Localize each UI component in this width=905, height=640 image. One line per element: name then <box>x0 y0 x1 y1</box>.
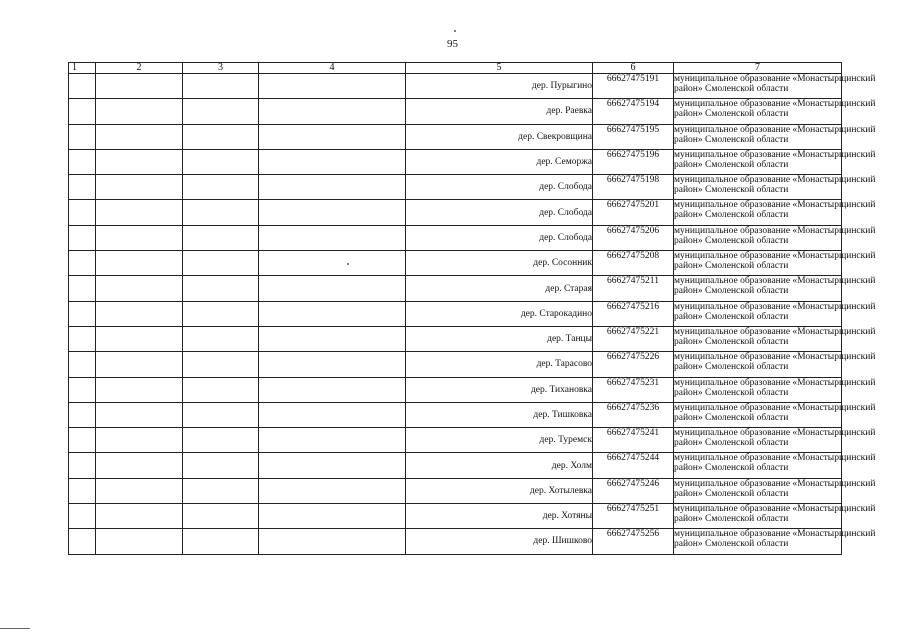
cell-col1 <box>69 504 96 529</box>
municipality-description <box>674 124 876 149</box>
description-line-1: муниципальное образование «Монастырщинский <box>674 326 876 337</box>
cell-col3 <box>183 377 259 402</box>
table-row <box>69 225 842 250</box>
municipality-description <box>674 301 876 326</box>
municipality-description <box>674 276 876 301</box>
cell-col1 <box>69 276 96 301</box>
cell-col2 <box>96 529 183 554</box>
oktmo-code: 66627475231 <box>593 377 674 402</box>
cell-col3 <box>183 124 259 149</box>
table-row <box>69 402 842 427</box>
municipality-description <box>674 99 876 124</box>
table-row <box>69 99 842 124</box>
settlement-name: дер. Пурыгино <box>406 74 593 99</box>
settlement-name: дер. Слобода <box>406 225 593 250</box>
municipality-description <box>674 377 876 402</box>
settlement-name: дер. Старая <box>406 276 593 301</box>
oktmo-code: 66627475244 <box>593 453 674 478</box>
cell-col1 <box>69 149 96 174</box>
oktmo-code: 66627475194 <box>593 99 674 124</box>
table-row <box>69 124 842 149</box>
cell-col2 <box>96 504 183 529</box>
description-line-1: муниципальное образование «Монастырщинский <box>674 402 876 413</box>
description-line-2: район» Смоленской области <box>674 488 789 499</box>
description-line-1: муниципальное образование «Монастырщинский <box>674 529 876 540</box>
cell-col3 <box>183 326 259 351</box>
cell-col3 <box>183 453 259 478</box>
cell-col2 <box>96 453 183 478</box>
cell-col3 <box>183 529 259 554</box>
cell-col4 <box>259 529 406 554</box>
table-row <box>69 529 842 554</box>
cell-col4 <box>259 352 406 377</box>
scan-speck <box>454 30 456 32</box>
cell-col3 <box>183 175 259 200</box>
settlement-name: дер. Тишковка <box>406 402 593 427</box>
municipality-description <box>674 428 876 453</box>
cell-col1 <box>69 301 96 326</box>
oktmo-code: 66627475256 <box>593 529 674 554</box>
cell-col2 <box>96 124 183 149</box>
description-line-2: район» Смоленской области <box>674 286 789 297</box>
settlement-registry-table <box>68 62 876 555</box>
cell-col3 <box>183 504 259 529</box>
cell-col4 <box>259 251 406 276</box>
description-line-2: район» Смоленской области <box>674 235 789 246</box>
description-line-2: район» Смоленской области <box>674 261 789 272</box>
table-row <box>69 352 842 377</box>
municipality-description <box>674 175 876 200</box>
cell-col2 <box>96 200 183 225</box>
cell-col4 <box>259 453 406 478</box>
description-line-2: район» Смоленской области <box>674 438 789 449</box>
cell-col1 <box>69 200 96 225</box>
cell-col2 <box>96 99 183 124</box>
settlement-name: дер. Хотяны <box>406 504 593 529</box>
settlement-name: дер. Слобода <box>406 175 593 200</box>
description-line-1: муниципальное образование «Монастырщинский <box>674 124 876 135</box>
scan-edge-line <box>0 628 30 629</box>
cell-col2 <box>96 149 183 174</box>
oktmo-code: 66627475191 <box>593 74 674 99</box>
cell-col1 <box>69 251 96 276</box>
cell-col2 <box>96 301 183 326</box>
table-row <box>69 478 842 503</box>
description-line-1: муниципальное образование «Монастырщинский <box>674 74 876 84</box>
column-header: 4 <box>259 63 406 74</box>
settlement-name: дер. Шишково <box>406 529 593 554</box>
description-line-1: муниципальное образование «Монастырщинский <box>674 377 876 388</box>
municipality-description <box>674 326 876 351</box>
cell-col4 <box>259 377 406 402</box>
cell-col1 <box>69 453 96 478</box>
description-line-2: район» Смоленской области <box>674 387 789 398</box>
description-line-2: район» Смоленской области <box>674 362 789 373</box>
header-row <box>69 63 842 74</box>
description-line-1: муниципальное образование «Монастырщинский <box>674 99 876 110</box>
cell-col3 <box>183 402 259 427</box>
cell-col2 <box>96 251 183 276</box>
oktmo-code: 66627475211 <box>593 276 674 301</box>
settlement-name: дер. Слобода <box>406 200 593 225</box>
description-line-2: район» Смоленской области <box>674 539 789 550</box>
table-row <box>69 504 842 529</box>
description-line-2: район» Смоленской области <box>674 463 789 474</box>
oktmo-code: 66627475198 <box>593 175 674 200</box>
municipality-description <box>674 225 876 250</box>
description-line-2: район» Смоленской области <box>674 514 789 525</box>
description-line-2: район» Смоленской области <box>674 134 789 145</box>
municipality-description <box>674 149 876 174</box>
settlement-name: дер. Холм <box>406 453 593 478</box>
description-line-2: район» Смоленской области <box>674 159 789 170</box>
oktmo-code: 66627475221 <box>593 326 674 351</box>
municipality-description <box>674 453 876 478</box>
cell-col1 <box>69 478 96 503</box>
description-line-1: муниципальное образование «Монастырщинский <box>674 453 876 464</box>
oktmo-code: 66627475241 <box>593 428 674 453</box>
description-line-1: муниципальное образование «Монастырщинский <box>674 149 876 160</box>
cell-col4 <box>259 149 406 174</box>
cell-col4 <box>259 74 406 99</box>
cell-col4 <box>259 99 406 124</box>
cell-col4 <box>259 276 406 301</box>
municipality-description <box>674 74 876 99</box>
table-row <box>69 377 842 402</box>
description-line-1: муниципальное образование «Монастырщинский <box>674 428 876 439</box>
description-line-2: район» Смоленской области <box>674 210 789 221</box>
cell-col1 <box>69 225 96 250</box>
description-line-1: муниципальное образование «Монастырщинский <box>674 200 876 211</box>
column-header: 7 <box>674 63 842 74</box>
cell-col2 <box>96 428 183 453</box>
oktmo-code: 66627475201 <box>593 200 674 225</box>
cell-col4 <box>259 428 406 453</box>
table-row <box>69 453 842 478</box>
cell-col3 <box>183 478 259 503</box>
municipality-description <box>674 402 876 427</box>
municipality-description <box>674 251 876 276</box>
cell-col2 <box>96 175 183 200</box>
cell-col2 <box>96 326 183 351</box>
description-line-1: муниципальное образование «Монастырщинский <box>674 478 876 489</box>
cell-col1 <box>69 428 96 453</box>
municipality-description <box>674 200 876 225</box>
table-row <box>69 175 842 200</box>
municipality-description <box>674 352 876 377</box>
description-line-1: муниципальное образование «Монастырщинский <box>674 352 876 363</box>
description-line-2: район» Смоленской области <box>674 311 789 322</box>
cell-col3 <box>183 99 259 124</box>
oktmo-code: 66627475236 <box>593 402 674 427</box>
settlement-name: дер. Туремск <box>406 428 593 453</box>
cell-col3 <box>183 74 259 99</box>
cell-col4 <box>259 402 406 427</box>
oktmo-code: 66627475246 <box>593 478 674 503</box>
settlement-name: дер. Старокадино <box>406 301 593 326</box>
cell-col4 <box>259 301 406 326</box>
cell-col2 <box>96 402 183 427</box>
description-line-2: район» Смоленской области <box>674 84 789 94</box>
column-header: 5 <box>406 63 593 74</box>
cell-col1 <box>69 175 96 200</box>
cell-col1 <box>69 124 96 149</box>
description-line-1: муниципальное образование «Монастырщинский <box>674 225 876 236</box>
description-line-1: муниципальное образование «Монастырщинский <box>674 504 876 515</box>
oktmo-code: 66627475206 <box>593 225 674 250</box>
oktmo-code: 66627475216 <box>593 301 674 326</box>
cell-col3 <box>183 428 259 453</box>
column-header: 2 <box>96 63 183 74</box>
oktmo-code: 66627475195 <box>593 124 674 149</box>
municipality-description <box>674 529 876 554</box>
cell-col3 <box>183 276 259 301</box>
cell-col2 <box>96 478 183 503</box>
cell-col4 <box>259 175 406 200</box>
cell-col4 <box>259 124 406 149</box>
cell-col2 <box>96 74 183 99</box>
cell-col1 <box>69 402 96 427</box>
settlement-name: дер. Раевка <box>406 99 593 124</box>
cell-col2 <box>96 377 183 402</box>
description-line-2: район» Смоленской области <box>674 185 789 196</box>
settlement-name: дер. Свекровщина <box>406 124 593 149</box>
cell-col2 <box>96 352 183 377</box>
cell-col3 <box>183 352 259 377</box>
table-row <box>69 149 842 174</box>
cell-col4 <box>259 225 406 250</box>
cell-col1 <box>69 529 96 554</box>
description-line-1: муниципальное образование «Монастырщинский <box>674 251 876 262</box>
oktmo-code: 66627475208 <box>593 251 674 276</box>
column-header: 3 <box>183 63 259 74</box>
table-row <box>69 428 842 453</box>
description-line-1: муниципальное образование «Монастырщинский <box>674 276 876 287</box>
cell-col1 <box>69 326 96 351</box>
page-number: 95 <box>447 38 458 50</box>
cell-col4 <box>259 504 406 529</box>
oktmo-code: 66627475196 <box>593 149 674 174</box>
oktmo-code: 66627475251 <box>593 504 674 529</box>
description-line-2: район» Смоленской области <box>674 336 789 347</box>
cell-col1 <box>69 99 96 124</box>
description-line-2: район» Смоленской области <box>674 412 789 423</box>
cell-col3 <box>183 251 259 276</box>
cell-col2 <box>96 225 183 250</box>
column-header: 6 <box>593 63 674 74</box>
column-header: 1 <box>69 63 96 74</box>
description-line-1: муниципальное образование «Монастырщинский <box>674 175 876 186</box>
cell-col4 <box>259 326 406 351</box>
table-row <box>69 74 842 99</box>
table-row <box>69 200 842 225</box>
cell-col3 <box>183 301 259 326</box>
cell-col3 <box>183 200 259 225</box>
cell-col1 <box>69 352 96 377</box>
cell-col4 <box>259 200 406 225</box>
cell-col3 <box>183 149 259 174</box>
settlement-name: дер. Танцы <box>406 326 593 351</box>
municipality-description <box>674 478 876 503</box>
settlement-name: дер. Тихановка <box>406 377 593 402</box>
description-line-1: муниципальное образование «Монастырщинский <box>674 301 876 312</box>
table-row <box>69 301 842 326</box>
table-row <box>69 276 842 301</box>
table-row <box>69 326 842 351</box>
cell-col1 <box>69 377 96 402</box>
settlement-name: дер. Сосонник <box>406 251 593 276</box>
oktmo-code: 66627475226 <box>593 352 674 377</box>
municipality-description <box>674 504 876 529</box>
cell-col4 <box>259 478 406 503</box>
description-line-2: район» Смоленской области <box>674 109 789 120</box>
table-row <box>69 251 842 276</box>
cell-col3 <box>183 225 259 250</box>
settlement-name: дер. Тарасово <box>406 352 593 377</box>
settlement-name: дер. Семоржа <box>406 149 593 174</box>
cell-col1 <box>69 74 96 99</box>
settlement-name: дер. Хотылевка <box>406 478 593 503</box>
cell-col2 <box>96 276 183 301</box>
